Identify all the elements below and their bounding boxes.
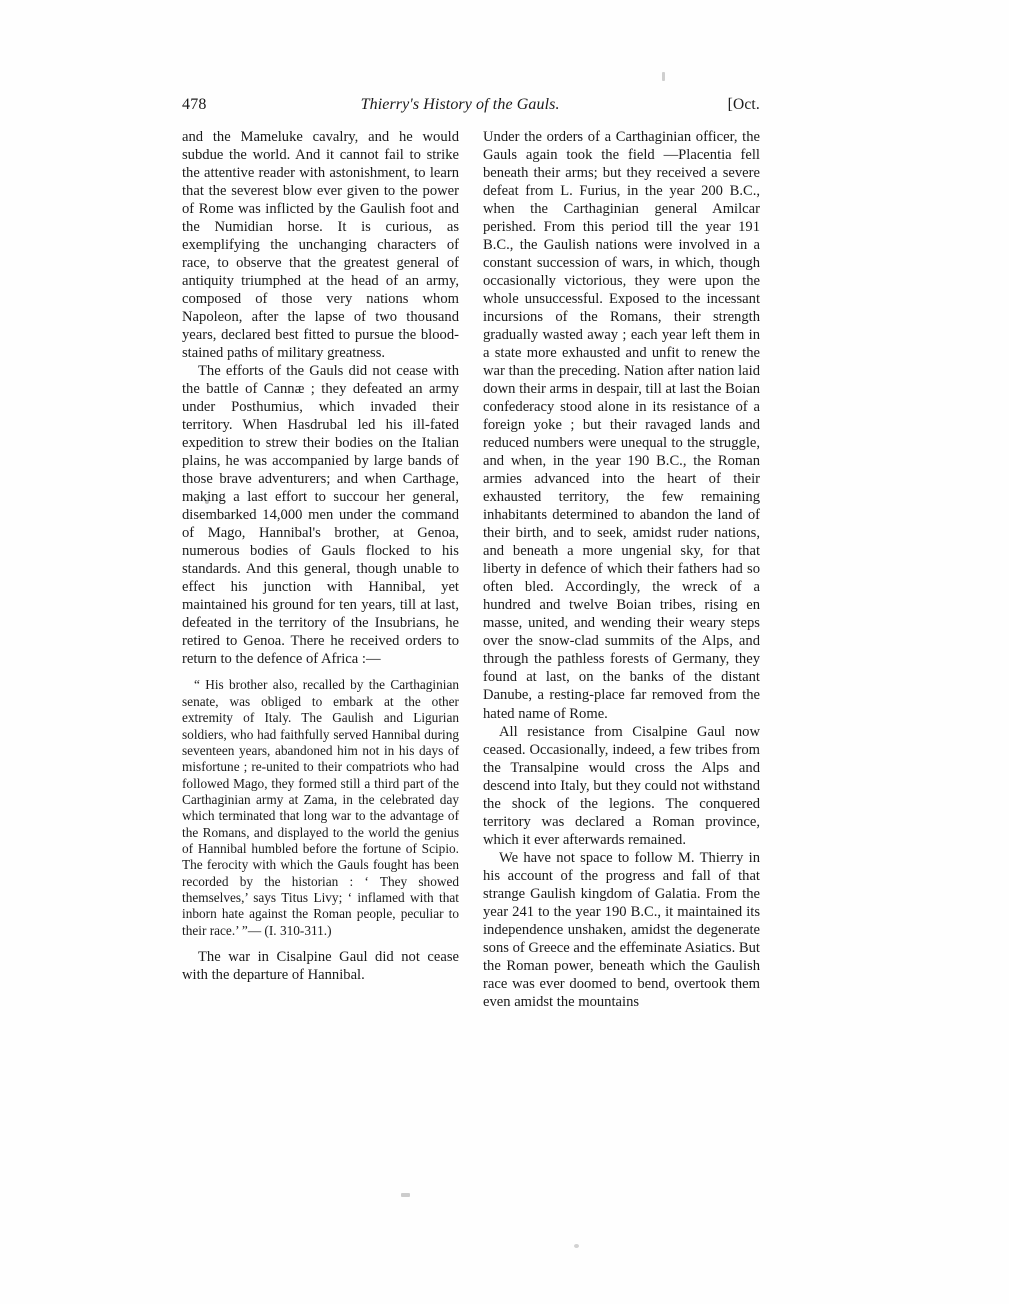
- paragraph: The efforts of the Gauls did not cease with the battle of Cannæ ; they defeated an army under Posthumius, which invaded their territory. When Hasdrubal led his ill-fated expedition to strew their bodies on the Italian plains, he was accompanied by large bands of those brave adventurers; and when Carthage, making a last effort to succour her general, disembarked 14,000 men under the command of Mago, Hannibal's brother, at Genoa, numerous bodies of Gauls flocked to his standards. And this general, though unable to effect his junction with Hannibal, yet maintained his ground for ten years, till at last, defeated in the territory of the Insubrians, he retired to Genoa. There he received orders to return to the defence of Africa :—: [182, 363, 459, 668]
- left-column: [182, 128, 459, 984]
- paragraph: All resistance from Cisalpine Gaul now ceased. Occasionally, indeed, a few tribes from the Transalpine would cross the Alps and descend into Italy, but they could not withstand the shock of the legions. The conquered territory was declared a Roman province, which it ever afterwards remained.: [483, 723, 760, 848]
- running-title: Thierry's History of the Gauls.: [360, 96, 560, 113]
- page-speckle: [401, 1193, 410, 1197]
- paragraph: Under the orders of a Carthaginian officer, the Gauls again took the field —Placentia fell beneath their arms; but they received a severe defeat from L. Furius, in the year 200 B.C., when the Carthaginian general Amilcar perished. From this period till the year 191 B.C., the Gaulish nations were involved in a constant succession of wars, in which, though occasionally victorious, they were upon the whole unsuccessful. Exposed to the incessant incursions of the Romans, their strength gradually wasted away ; each year left them in a state more exhausted and unfit to renew the war than the preceding. Nation after nation laid down their arms in despair, till at last the Boian confederacy stood alone in its resistance of a foreign yoke ; but their ravaged lands and reduced numbers were unequal to the struggle, and when, in the year 190 B.C., the Roman armies advanced into the heart of their exhausted territory, the few remaining inhabitants determined to abandon the land of their birth, and to seek, amidst ruder nations, and beneath a more ungenial sky, for that liberty in defence of which their fathers had so often bled. Accordingly, the wreck of a hundred and twelve Boian tribes, rising en masse, united, and wending their weary steps over the snow-clad summits of the Alps, and through the pathless forests of Germany, they found at last, on the banks of the distant Danube, a resting-place far removed from the hated name of Rome.: [483, 129, 760, 722]
- block-quote: “ His brother also, recalled by the Carthaginian senate, was obliged to embark at the other extremity of Italy. The Gaulish and Ligurian soldiers, who had faithfully served Hannibal during seventeen years, abandoned him not in his days of misfortune ; re-united to their compatriots who had followed Mago, they formed still a third part of the Carthaginian army at Zama, in the celebrated day which terminated that long war to the advantage of the Romans, and displayed to the world the genius of Hannibal humbled before the fortune of Scipio. The ferocity with which the Gauls fought has been recorded by the historian : ‘ They showed themselves,’ says Titus Livy; ‘ inflamed with that inborn hate against the Roman people, peculiar to their race.’ ”— (I. 310-311.): [182, 677, 459, 938]
- two-column-body: [182, 128, 760, 1011]
- page-number: 478: [182, 96, 207, 113]
- right-column: [483, 128, 760, 1011]
- issue-marker: [Oct.: [727, 96, 760, 113]
- page-speckle: [574, 1244, 579, 1248]
- paragraph: The war in Cisalpine Gaul did not cease with the departure of Hannibal.: [182, 948, 459, 983]
- paragraph: and the Mameluke cavalry, and he would subdue the world. And it cannot fail to strike the attentive reader with astonishment, to learn that the severest blow ever given to the power of Rome was inflicted by the Gaulish foot and the Numidian horse. It is curious, as exemplifying the unchanging characters of race, to observe that the greatest general of antiquity triumphed at the head of an army, composed of those very nations whom Napoleon, after the lapse of two thousand years, declared best fitted to pursue the blood-stained paths of military greatness.: [182, 129, 459, 362]
- page-content: [182, 96, 760, 1011]
- paragraph: We have not space to follow M. Thierry in his account of the progress and fall of that strange Gaulish kingdom of Galatia. From the year 241 to the year 190 B.C., it maintained its independence unshaken, amidst the degenerate sons of Greece and the effeminate Asiatics. But the Roman power, beneath which the Gaulish race was ever doomed to bend, overtook them even amidst the mountains: [483, 849, 760, 1010]
- page-header: [182, 96, 760, 114]
- page-speckle: [662, 72, 665, 81]
